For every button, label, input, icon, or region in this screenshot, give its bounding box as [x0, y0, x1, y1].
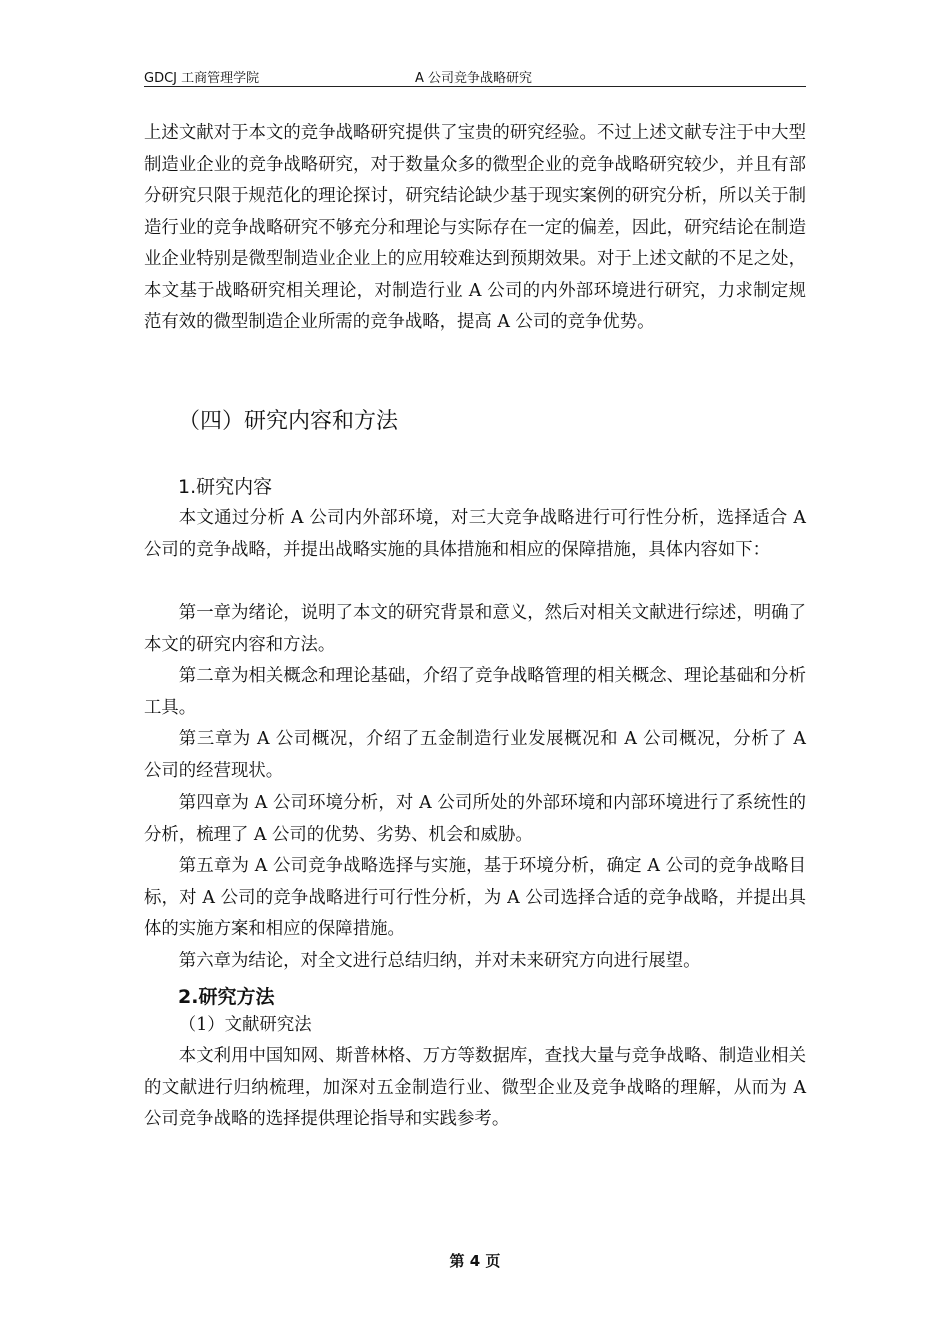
content-paragraph: 本文通过分析 A 公司内外部环境，对三大竞争战略进行可行性分析，选择适合 A 公司的竞争战略，并提出战略实施的具体措施和相应的保障措施，具体内容如下： [144, 508, 806, 560]
content-paragraph: 第三章为 A 公司概况，介绍了五金制造行业发展概况和 A 公司概况，分析了 A 公司的经营现状。 [144, 729, 806, 781]
page-number: 第 4 页 [449, 1252, 501, 1270]
page-header [144, 66, 806, 87]
subsection-heading-method: 2.研究方法 [178, 986, 275, 1008]
header-institution: GDCJ 工商管理学院 [144, 71, 260, 86]
section-heading: （四）研究内容和方法 [178, 409, 399, 434]
content-paragraph: 第二章为相关概念和理论基础，介绍了竞争战略管理的相关概念、理论基础和分析工具。 [144, 666, 806, 718]
content-paragraph: 第一章为绪论，说明了本文的研究背景和意义，然后对相关文献进行综述，明确了本文的研究内容和方法。 [144, 603, 806, 655]
content-paragraph: 第四章为 A 公司环境分析，对 A 公司所处的外部环境和内部环境进行了系统性的分析，梳理了 A 公司的优势、劣势、机会和威胁。 [144, 793, 806, 845]
content-paragraph: 第五章为 A 公司竞争战略选择与实施，基于环境分析，确定 A 公司的竞争战略目标，对 A 公司的竞争战略进行可行性分析，为 A 公司选择合适的竞争战略，并提出具体的实施方案和相应的保障措施。 [144, 856, 806, 939]
header-title: A 公司竞争战略研究 [415, 71, 533, 86]
content-paragraph: 第六章为结论，对全文进行总结归纳，并对未来研究方向进行展望。 [178, 951, 701, 971]
intro-paragraph: 上述文献对于本文的竞争战略研究提供了宝贵的研究经验。不过上述文献专注于中大型制造业企业的竞争战略研究，对于数量众多的微型企业的竞争战略研究较少，并且有部分研究只限于规范化的理论探讨，研究结论缺少基于现实案例的研究分析，所以关于制造行业的竞争战略研究不够充分和理论与实际存在一定的偏差，因此，研究结论在制造业企业特别是微型制造业企业上的应用较难达到预期效果。对于上述文献的不足之处，本文基于战略研究相关理论，对制造行业 A 公司的内外部环境进行研究，力求制定规范有效的微型制造企业所需的竞争战略，提高 A 公司的竞争优势。 [144, 123, 806, 332]
subsection-heading-content: 1.研究内容 [178, 476, 273, 498]
method-label: （1）文献研究法 [178, 1015, 312, 1035]
method-paragraph: 本文利用中国知网、斯普林格、万方等数据库，查找大量与竞争战略、制造业相关的文献进行归纳梳理，加深对五金制造行业、微型企业及竞争战略的理解，从而为 A 公司竞争战略的选择提供理论指导和实践参考。 [144, 1046, 806, 1129]
